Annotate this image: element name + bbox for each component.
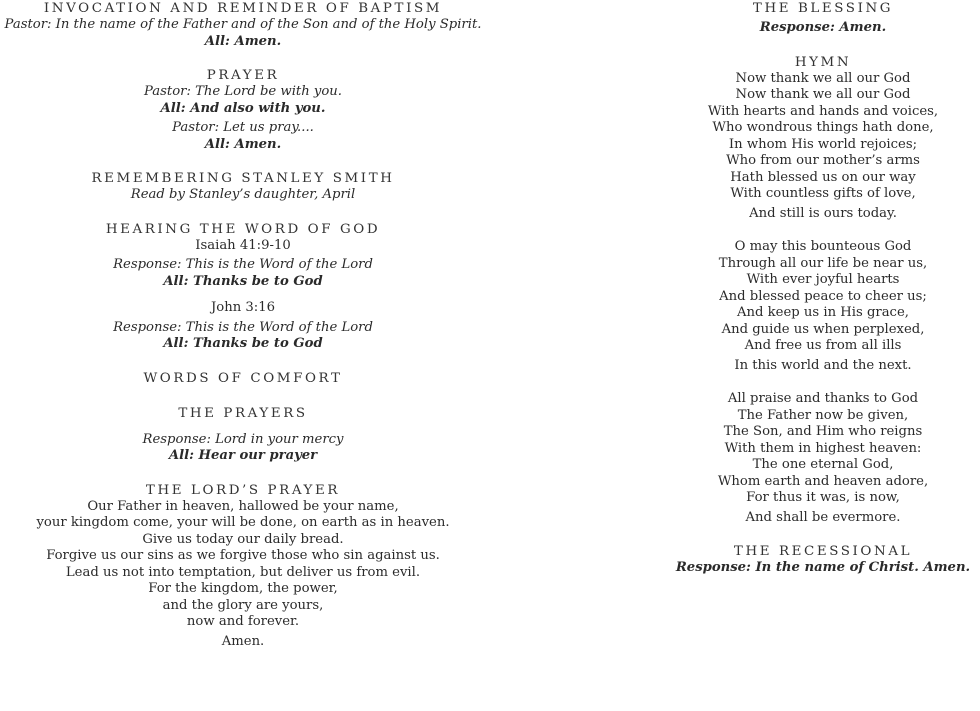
hymn-verse-2 — [670, 239, 976, 374]
recessional-section — [670, 543, 976, 577]
prayer-line: Lead us not into temptation, but deliver us from evil. — [65, 564, 421, 580]
hymn-line: And guide us when perplexed, — [721, 321, 925, 337]
hymn-line: Whom earth and heaven adore, — [717, 473, 929, 489]
hymn-line: All praise and thanks to God — [727, 391, 919, 406]
hymn-line: And blessed peace to cheer us; — [719, 288, 927, 304]
all-line: All: And also with you. — [160, 100, 326, 116]
section-title: HEARING THE WORD OF GOD — [105, 221, 381, 237]
prayer-line: now and forever. — [186, 614, 300, 629]
prayer-line: Forgive us our sins as we forgive those who sin against us. — [46, 548, 440, 563]
word-of-god-section — [0, 221, 486, 353]
response-line: Response: This is the Word of the Lord — [113, 319, 373, 335]
hymn-line: Who from our mother’s arms — [726, 153, 920, 168]
all-line: All: Thanks be to God — [163, 273, 323, 289]
hymn-line: And shall be evermore. — [745, 509, 901, 525]
scripture-reference: John 3:16 — [210, 300, 276, 315]
prayer-line: Give us today our daily bread. — [142, 531, 344, 547]
hymn-line: Hath blessed us on our way — [730, 169, 916, 185]
pastor-line: Pastor: In the name of the Father and of the Son and of the Holy Spirit. — [4, 17, 482, 32]
section-title: THE PRAYERS — [178, 405, 308, 421]
all-line: All: Hear our prayer — [168, 448, 318, 463]
section-title: THE LORD’S PRAYER — [145, 482, 341, 498]
response-line: Response: In the name of Christ. Amen. — [675, 560, 971, 575]
section-title: THE RECESSIONAL — [733, 544, 913, 559]
all-line: All: Amen. — [204, 33, 282, 49]
pastor-line: Pastor: The Lord be with you. — [143, 84, 342, 99]
hymn-line: And still is ours today. — [749, 205, 897, 221]
prayer-section — [0, 67, 486, 153]
hymn-line: Who wondrous things hath done, — [712, 120, 934, 135]
all-line: All: Thanks be to God — [163, 336, 323, 351]
hymn-line: The Father now be given, — [737, 407, 909, 423]
blessing-section — [670, 0, 976, 37]
section-title: PRAYER — [206, 68, 280, 83]
hymn-section — [670, 54, 976, 527]
comfort-section — [0, 370, 486, 387]
lords-prayer-section — [0, 482, 486, 651]
all-line: All: Amen. — [204, 136, 282, 152]
hymn-line: With hearts and hands and voices, — [707, 103, 939, 119]
hymn-line: And free us from all ills — [744, 338, 902, 353]
hymn-line: The Son, and Him who reigns — [723, 424, 923, 439]
right-column — [670, 0, 976, 577]
hymn-line: With ever joyful hearts — [746, 272, 900, 287]
hymn-line: Through all our life be near us, — [718, 255, 928, 271]
response-line: Response: Lord in your mercy — [142, 431, 344, 447]
prayer-line: and the glory are yours, — [162, 597, 324, 613]
hymn-line: Now thank we all our God — [735, 87, 911, 102]
hymn-line: And keep us in His grace, — [737, 305, 909, 320]
hymn-line: With them in highest heaven: — [724, 440, 922, 456]
hymn-line: O may this bounteous God — [734, 239, 912, 254]
hymn-line: The one eternal God, — [752, 457, 894, 472]
section-title: THE BLESSING — [752, 1, 894, 16]
reader-note: Read by Stanley’s daughter, April — [130, 187, 356, 202]
hymn-line: For thus it was, is now, — [746, 490, 900, 505]
hymn-line: In whom His world rejoices; — [728, 136, 918, 152]
hymn-verse-3 — [670, 391, 976, 526]
invocation-section — [0, 0, 486, 50]
pastor-line: Pastor: Let us pray.... — [172, 120, 314, 135]
prayer-line: Our Father in heaven, hallowed be your name, — [87, 498, 399, 514]
scripture-reference: Isaiah 41:9-10 — [195, 237, 291, 253]
remembering-section — [0, 170, 486, 204]
hymn-verse-1 — [670, 71, 976, 223]
response-line: Response: Amen. — [759, 20, 887, 35]
hymn-line: In this world and the next. — [734, 357, 912, 373]
prayer-line: your kingdom come, your will be done, on earth as in heaven. — [36, 515, 450, 530]
section-title: WORDS OF COMFORT — [143, 370, 343, 386]
response-line: Response: This is the Word of the Lord — [113, 257, 373, 272]
section-title: HYMN — [794, 54, 852, 70]
prayers-section — [0, 405, 486, 465]
prayer-line: For the kingdom, the power, — [148, 581, 338, 596]
prayer-amen: Amen. — [221, 633, 265, 649]
hymn-line: Now thank we all our God — [735, 70, 911, 86]
left-column — [0, 0, 486, 650]
section-title: REMEMBERING STANLEY SMITH — [91, 171, 395, 186]
hymn-line: With countless gifts of love, — [730, 186, 916, 201]
section-title: INVOCATION AND REMINDER OF BAPTISM — [43, 1, 443, 16]
